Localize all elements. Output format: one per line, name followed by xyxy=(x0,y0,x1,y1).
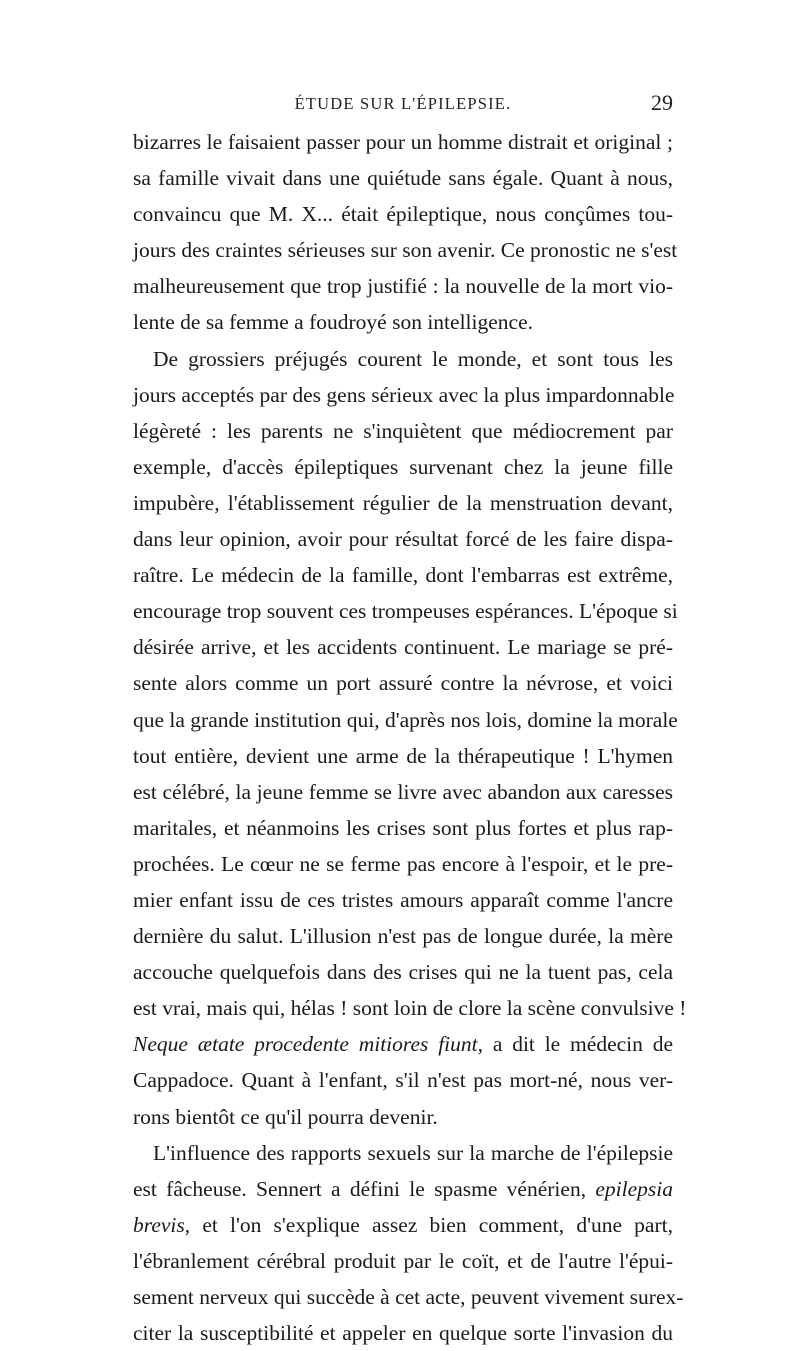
text-line: que la grande institution qui, d'après nos lois, domine la morale xyxy=(133,707,678,732)
latin-line-rest: a dit le médecin de xyxy=(483,1032,673,1057)
text-line: accouche quelquefois dans des crises qui ne la tuent pas, cela xyxy=(133,960,673,985)
running-head xyxy=(133,88,673,124)
text-line: est célébré, la jeune femme se livre avec abandon aux caresses xyxy=(133,779,673,804)
text-line: impubère, l'établissement régulier de la menstruation devant, xyxy=(133,490,673,515)
text-line: l'ébranlement cérébral produit par le coït, et de l'autre l'épui- xyxy=(133,1248,673,1273)
text-line: sente alors comme un port assuré contre la névrose, et voici xyxy=(133,671,673,696)
text-line: De grossiers préjugés courent le monde, et sont tous les xyxy=(153,346,673,371)
latin-quote: Neque ætate procedente mitiores fiunt, xyxy=(133,1032,483,1057)
body-text xyxy=(133,124,687,1351)
text-line: désirée arrive, et les accidents continuent. Le mariage se pré- xyxy=(133,635,673,660)
text-line: tout entière, devient une arme de la thérapeutique ! L'hymen xyxy=(133,743,673,768)
text-line: bizarres le faisaient passer pour un homme distrait et original ; xyxy=(133,130,673,154)
text-line xyxy=(133,1171,673,1207)
text-line: rons bientôt ce qu'il pourra devenir. xyxy=(133,1104,438,1129)
text-line: raître. Le médecin de la famille, dont l'embarras est extrême, xyxy=(133,563,673,588)
text-segment: , et l'on s'explique assez bien comment, d'une part, xyxy=(184,1212,673,1237)
text-line: sa famille vivait dans une quiétude sans égale. Quant à nous, xyxy=(133,166,673,191)
text-line: prochées. Le cœur ne se ferme pas encore à l'espoir, et le pre- xyxy=(133,851,673,876)
text-line: lente de sa femme a foudroyé son intelligence. xyxy=(133,310,533,335)
text-line: mier enfant issu de ces tristes amours apparaît comme l'ancre xyxy=(133,887,673,912)
latin-term: epilepsia xyxy=(595,1176,673,1201)
text-line: malheureusement que trop justifié : la nouvelle de la mort vio- xyxy=(133,274,673,299)
text-line: dernière du salut. L'illusion n'est pas de longue durée, la mère xyxy=(133,924,673,949)
text-line xyxy=(133,1207,673,1243)
text-line: dans leur opinion, avoir pour résultat forcé de les faire dispa- xyxy=(133,527,673,552)
text-line: Cappadoce. Quant à l'enfant, s'il n'est pas mort-né, nous ver- xyxy=(133,1068,673,1093)
page-number: 29 xyxy=(651,90,673,115)
text-line: légèreté : les parents ne s'inquiètent que médiocrement par xyxy=(133,418,673,443)
latin-term: brevis xyxy=(133,1212,185,1237)
text-line: est vrai, mais qui, hélas ! sont loin de clore la scène convulsive ! xyxy=(133,996,687,1021)
text-line: sement nerveux qui succède à cet acte, peuvent vivement surex- xyxy=(133,1285,684,1309)
text-line: convaincu que M. X... était épileptique, nous conçûmes tou- xyxy=(133,202,673,227)
running-title: ÉTUDE SUR L'ÉPILEPSIE. xyxy=(294,94,512,113)
text-line: L'influence des rapports sexuels sur la marche de l'épilepsie xyxy=(153,1140,673,1165)
text-segment: est fâcheuse. Sennert a défini le spasme vénérien, xyxy=(133,1176,596,1201)
text-line: citer la susceptibilité et appeler en quelque sorte l'invasion du xyxy=(133,1321,673,1346)
text-line: exemple, d'accès épileptiques survenant chez la jeune fille xyxy=(133,454,673,479)
text-line: jours acceptés par des gens sérieux avec la plus impardonnable xyxy=(133,382,675,407)
text-line: encourage trop souvent ces trompeuses espérances. L'époque si xyxy=(133,599,678,624)
text-line xyxy=(133,1026,673,1062)
text-line: maritales, et néanmoins les crises sont plus fortes et plus rap- xyxy=(133,815,673,840)
text-line: jours des craintes sérieuses sur son avenir. Ce pronostic ne s'est xyxy=(133,238,678,263)
